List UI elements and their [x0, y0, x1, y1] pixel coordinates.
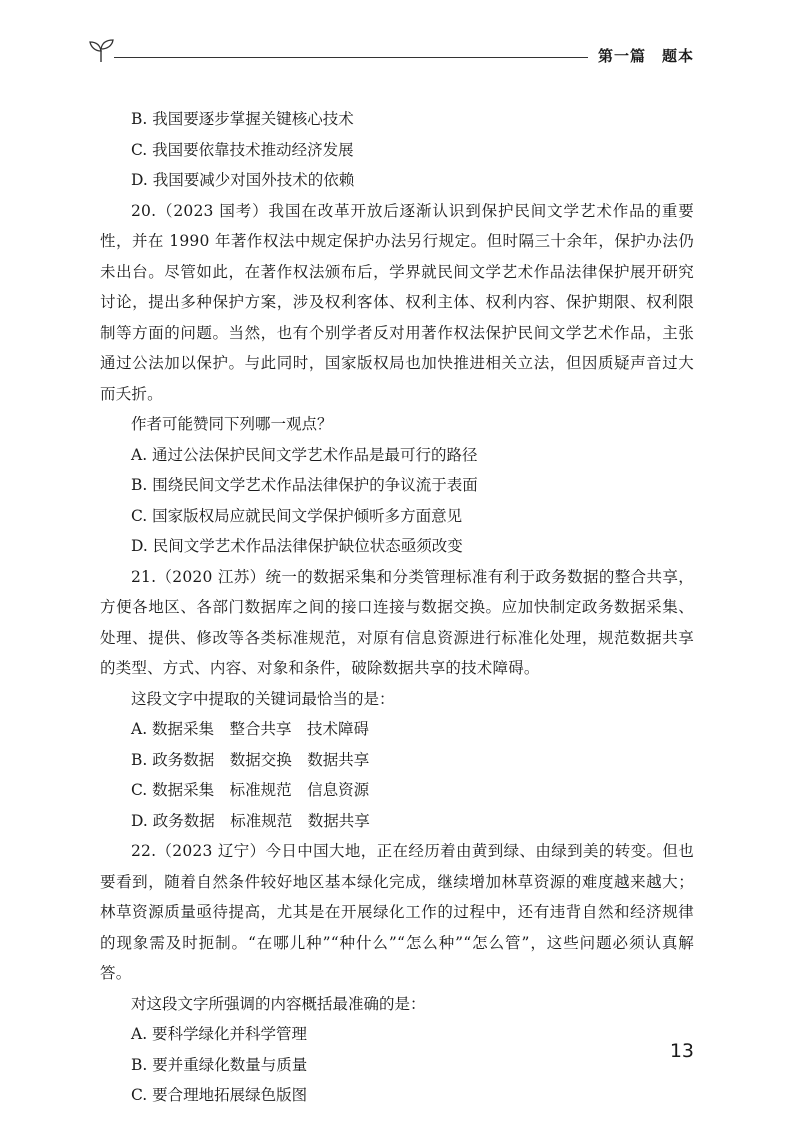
q20-option-b: B. 围绕民间文学艺术作品法律保护的争议流于表面 [131, 476, 478, 494]
page-header [88, 34, 694, 70]
q21-option-a: A. 数据采集 整合共享 技术障碍 [131, 720, 370, 738]
q19-option-d: D. 我国要减少对国外技术的依赖 [131, 171, 355, 189]
page-content [100, 104, 694, 1111]
q20-question: 作者可能赞同下列哪一观点？ [131, 415, 333, 433]
q20-option-d: D. 民间文学艺术作品法律保护缺位状态亟须改变 [131, 537, 463, 555]
q22-option-b: B. 要并重绿化数量与质量 [131, 1055, 308, 1074]
q20-option-a: A. 通过公法保护民间文学艺术作品是最可行的路径 [131, 445, 478, 464]
sprout-icon [88, 36, 116, 64]
q19-option-c: C. 我国要依靠技术推动经济发展 [131, 140, 354, 159]
page-number: 13 [669, 1040, 694, 1062]
q19-option-b: B. 我国要逐步掌握关键核心技术 [131, 110, 354, 128]
section-title: 第一篇 题本 [597, 47, 694, 65]
q21-option-c: C. 数据采集 标准规范 信息资源 [131, 781, 370, 799]
q21-option-d: D. 政务数据 标准规范 数据共享 [131, 811, 370, 830]
q20-option-c: C. 国家版权局应就民间文学保护倾听多方面意见 [131, 506, 463, 525]
q21-question: 这段文字中提取的关键词最恰当的是： [131, 689, 395, 708]
q22-option-a: A. 要科学绿化并科学管理 [131, 1025, 308, 1043]
q22-question: 对这段文字所强调的内容概括最准确的是： [131, 994, 426, 1013]
q20-passage: 20.（2023 国考）我国在改革开放后逐渐认识到保护民间文学艺术作品的重要性，并在 1990 年著作权法中规定保护办法另行规定。但时隔三十余年，保护办法仍未出台。尽管如此，在著作权法颁布后，学界就民间文学艺术作品法律保护展开研究讨论，提出多种保护方案，涉及权利客体、权利主体、权利内容、保护期限、权利限制等方面的问题。当然，也有个别学者反对用著作权法保护民间文学艺术作品，主张通过公法加以保护。与此同时，国家版权局也加快推进相关立法，但因质疑声音过大而夭折。 [100, 201, 694, 403]
q21-option-b: B. 政务数据 数据交换 数据共享 [131, 750, 370, 769]
q21-passage: 21.（2020 江苏）统一的数据采集和分类管理标准有利于政务数据的整合共享，方便各地区、各部门数据库之间的接口连接与数据交换。应加快制定政务数据采集、处理、提供、修改等各类标准规范，对原有信息资源进行标准化处理，规范数据共享的类型、方式、内容、对象和条件，破除数据共享的技术障碍。 [100, 567, 694, 677]
q22-passage: 22.（2023 辽宁）今日中国大地，正在经历着由黄到绿、由绿到美的转变。但也要看到，随着自然条件较好地区基本绿化完成，继续增加林草资源的难度越来越大；林草资源质量亟待提高，尤其是在开展绿化工作的过程中，还有违背自然和经济规律的现象需及时扼制。“在哪儿种”“种什么”“怎么种”“怎么管”，这些问题必须认真解答。 [100, 842, 694, 982]
q22-option-c: C. 要合理地拓展绿色版图 [131, 1086, 308, 1104]
header-rule [114, 57, 588, 58]
